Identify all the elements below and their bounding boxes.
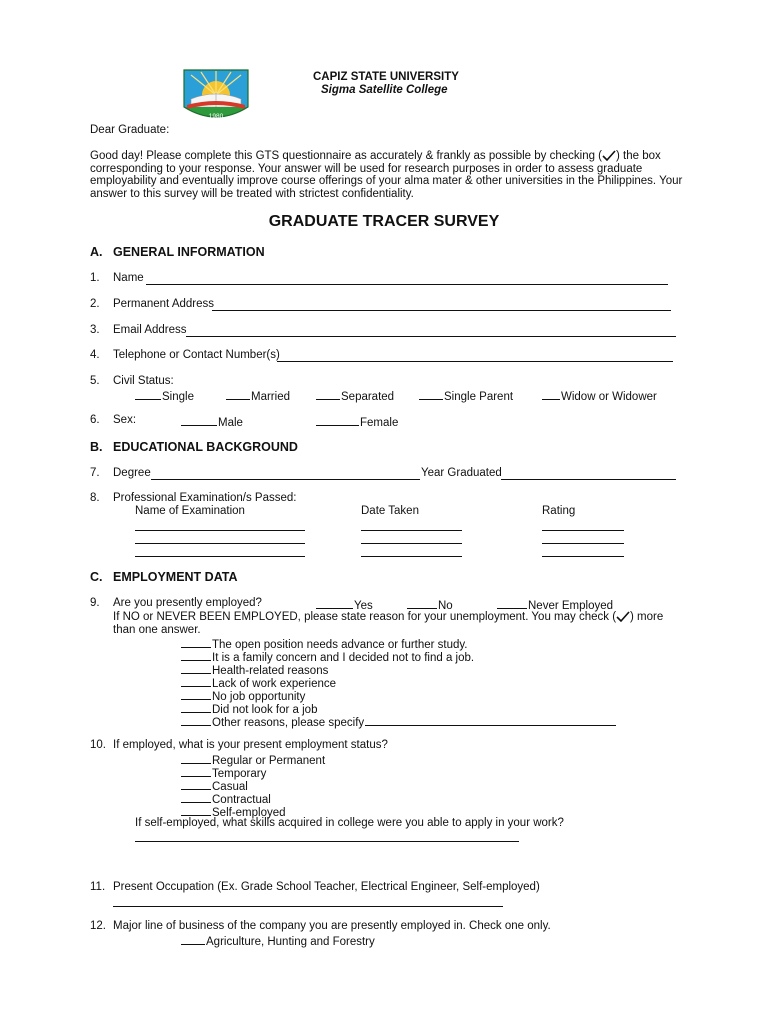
checkbox-blank[interactable]: [181, 688, 211, 700]
checkbox-blank[interactable]: [316, 597, 353, 609]
checkbox-blank[interactable]: [419, 388, 443, 400]
year-graduated-field[interactable]: [501, 479, 676, 480]
present-occupation-label: Present Occupation (Ex. Grade School Teacher, Electrical Engineer, Self-employed): [113, 881, 540, 893]
line-of-business-label: Major line of business of the company you are presently employed in. Check one only.: [113, 920, 551, 932]
checkbox-blank[interactable]: [181, 675, 211, 687]
unemployment-reason-instruction: [113, 611, 673, 637]
question-number: 6.: [90, 414, 100, 426]
checkbox-blank[interactable]: [181, 414, 217, 426]
sex-male-option[interactable]: [181, 414, 243, 429]
exam-name-field[interactable]: [135, 530, 305, 531]
option-label: Lack of work experience: [212, 678, 337, 690]
civil-status-single-parent-option[interactable]: [419, 388, 513, 403]
instruction-text-2: ) more than one answer.: [113, 611, 664, 636]
checkbox-blank[interactable]: [181, 662, 211, 674]
rating-field[interactable]: [542, 556, 624, 557]
option-label: Casual: [212, 781, 248, 793]
checkbox-blank[interactable]: [181, 649, 211, 661]
present-occupation-field[interactable]: [113, 906, 503, 907]
intro-text-2: ) the box corresponding to your response. Your answer will be used for research purposes in order to assess graduate employability and eventually improve course offerings of your alma mater & other universities in the Philippines. Your answer to this survey will be treated with strictest confidentiality.: [90, 150, 683, 200]
sex-female-option[interactable]: [316, 414, 398, 429]
checkbox-blank[interactable]: [316, 414, 359, 426]
checkbox-blank[interactable]: [407, 597, 437, 609]
checkbox-blank[interactable]: [316, 388, 340, 400]
question-number: 12.: [90, 920, 106, 932]
question-number: 8.: [90, 492, 100, 504]
option-label: Health-related reasons: [212, 665, 329, 677]
option-label: Other reasons, please specify: [212, 717, 365, 729]
checkmark-icon: [602, 150, 616, 161]
checkbox-blank[interactable]: [181, 804, 211, 816]
section-title: GENERAL INFORMATION: [113, 245, 265, 259]
option-label: Single: [162, 391, 194, 403]
checkbox-blank[interactable]: [497, 597, 527, 609]
checkbox-blank[interactable]: [181, 933, 205, 945]
university-name: CAPIZ STATE UNIVERSITY: [313, 71, 459, 83]
section-a-heading: [90, 245, 265, 259]
checkbox-blank[interactable]: [226, 388, 250, 400]
question-number: 2.: [90, 298, 100, 310]
civil-status-label: Civil Status:: [113, 375, 174, 387]
option-label: The open position needs advance or further study.: [212, 639, 468, 651]
contact-number-label: Telephone or Contact Number(s): [113, 349, 280, 361]
section-letter: B.: [90, 440, 103, 454]
question-number: 4.: [90, 349, 100, 361]
question-number: 5.: [90, 375, 100, 387]
option-label: Never Employed: [528, 600, 614, 612]
option-label: Did not look for a job: [212, 704, 318, 716]
checkbox-blank[interactable]: [181, 714, 211, 726]
rating-field[interactable]: [542, 530, 624, 531]
civil-status-single-option[interactable]: [135, 388, 194, 403]
professional-exam-label: Professional Examination/s Passed:: [113, 492, 297, 504]
checkbox-blank[interactable]: [181, 791, 211, 803]
year-graduated-label: Year Graduated: [421, 467, 502, 479]
option-label: No job opportunity: [212, 691, 306, 703]
checkbox-blank[interactable]: [181, 778, 211, 790]
reason-option-other[interactable]: [181, 714, 617, 729]
question-number: 10.: [90, 739, 106, 751]
rating-field[interactable]: [542, 543, 624, 544]
instruction-text-1: If NO or NEVER BEEN EMPLOYED, please state reason for your unemployment. You may check (: [113, 611, 617, 623]
question-number: 11.: [90, 881, 106, 893]
option-label: Female: [360, 417, 399, 429]
question-number: 1.: [90, 272, 100, 284]
employed-yes-option[interactable]: [316, 597, 373, 612]
college-name: Sigma Satellite College: [321, 84, 448, 96]
permanent-address-field[interactable]: [212, 310, 671, 311]
business-agriculture-option[interactable]: [181, 933, 375, 948]
option-label: No: [438, 600, 453, 612]
section-title: EDUCATIONAL BACKGROUND: [113, 440, 298, 454]
option-label: Married: [251, 391, 290, 403]
option-label: Self-employed: [212, 807, 286, 819]
permanent-address-label: Permanent Address: [113, 298, 215, 310]
employed-no-option[interactable]: [407, 597, 453, 612]
section-c-heading: [90, 570, 238, 584]
option-label: Contractual: [212, 794, 271, 806]
sex-label: Sex:: [113, 414, 137, 426]
checkbox-blank[interactable]: [542, 388, 560, 400]
date-taken-field[interactable]: [361, 530, 462, 531]
degree-label: Degree: [113, 467, 151, 479]
option-label: Temporary: [212, 768, 267, 780]
section-letter: A.: [90, 245, 103, 259]
degree-field[interactable]: [151, 479, 420, 480]
employed-never-option[interactable]: [497, 597, 613, 612]
option-label: It is a family concern and I decided not to find a job.: [212, 652, 475, 664]
checkbox-blank[interactable]: [181, 701, 211, 713]
checkmark-icon: [616, 611, 630, 622]
intro-text-1: Good day! Please complete this GTS questionnaire as accurately & frankly as possible by checking (: [90, 150, 603, 162]
civil-status-widow-option[interactable]: [542, 388, 657, 403]
option-label: Single Parent: [444, 391, 514, 403]
exam-name-column-header: Name of Examination: [135, 505, 245, 517]
contact-number-field[interactable]: [277, 361, 673, 362]
question-number: 7.: [90, 467, 100, 479]
employment-status-label: If employed, what is your present employment status?: [113, 739, 388, 751]
self-employed-skills-label: If self-employed, what skills acquired in college were you able to apply in your work?: [135, 817, 564, 829]
section-letter: C.: [90, 570, 103, 584]
checkbox-blank[interactable]: [181, 752, 211, 764]
email-label: Email Address: [113, 324, 187, 336]
civil-status-married-option[interactable]: [226, 388, 290, 403]
exam-name-field[interactable]: [135, 543, 305, 544]
university-logo: [183, 69, 249, 125]
section-title: EMPLOYMENT DATA: [113, 570, 238, 584]
logo-year: 1980: [208, 113, 224, 120]
date-taken-column-header: Date Taken: [361, 505, 419, 517]
page-title: GRADUATE TRACER SURVEY: [268, 213, 500, 230]
option-label: Male: [218, 417, 243, 429]
email-field[interactable]: [186, 336, 676, 337]
option-label: Regular or Permanent: [212, 755, 326, 767]
rating-column-header: Rating: [542, 505, 576, 517]
question-number: 9.: [90, 597, 100, 609]
other-reason-field[interactable]: [365, 714, 616, 726]
date-taken-field[interactable]: [361, 543, 462, 544]
presently-employed-label: Are you presently employed?: [113, 597, 262, 609]
intro-paragraph: [90, 150, 685, 200]
exam-name-field[interactable]: [135, 556, 305, 557]
salutation: Dear Graduate:: [90, 124, 170, 136]
civil-status-separated-option[interactable]: [316, 388, 394, 403]
option-label: Yes: [354, 600, 373, 612]
self-employed-skills-field[interactable]: [135, 841, 519, 842]
option-label: Widow or Widower: [561, 391, 657, 403]
checkbox-blank[interactable]: [135, 388, 161, 400]
name-label: Name: [113, 272, 144, 284]
date-taken-field[interactable]: [361, 556, 462, 557]
name-field[interactable]: [146, 284, 668, 285]
option-label: Separated: [341, 391, 395, 403]
checkbox-blank[interactable]: [181, 636, 211, 648]
checkbox-blank[interactable]: [181, 765, 211, 777]
section-b-heading: [90, 440, 298, 454]
question-number: 3.: [90, 324, 100, 336]
option-label: Agriculture, Hunting and Forestry: [206, 936, 375, 948]
